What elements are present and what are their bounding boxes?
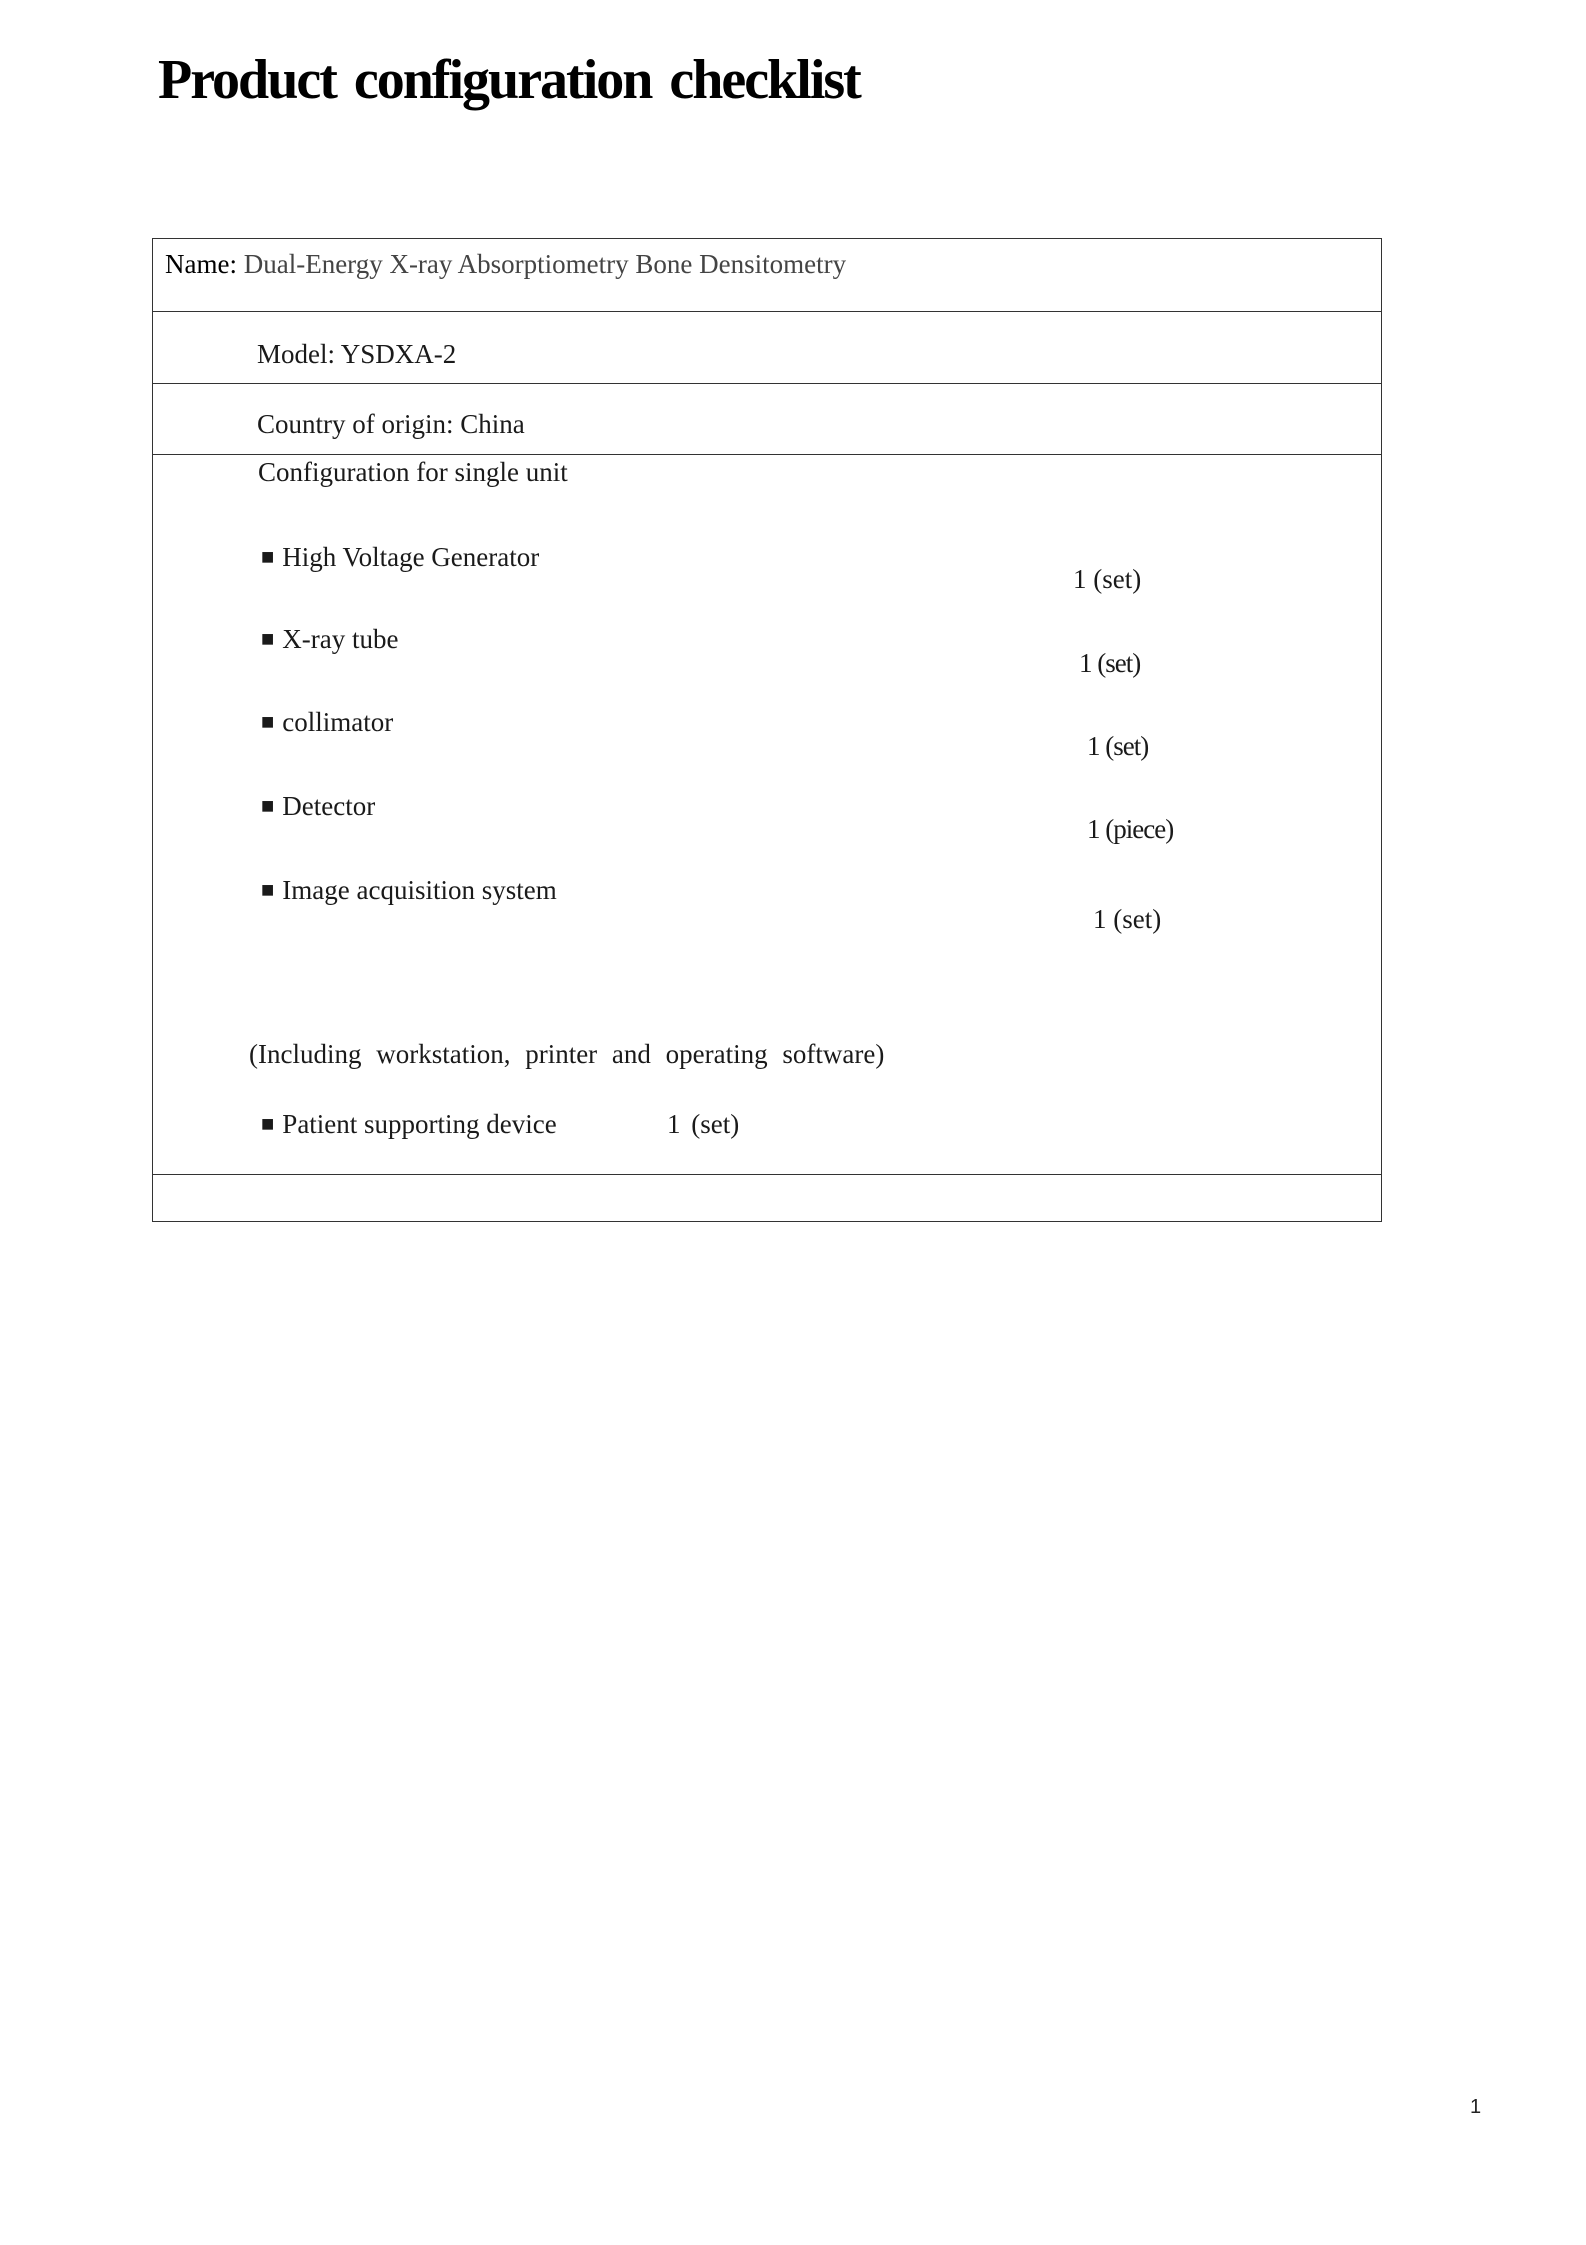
config-item	[261, 542, 539, 573]
row-divider	[153, 454, 1381, 455]
config-item	[261, 707, 393, 738]
bullet-square-icon: ■	[261, 709, 275, 734]
bullet-square-icon: ■	[261, 626, 275, 651]
config-item	[261, 875, 557, 906]
name-value: Dual-Energy X-ray Absorptiometry Bone Densitometry	[243, 249, 847, 279]
bullet-square-icon: ■	[261, 793, 275, 818]
config-note: (Including workstation, printer and operating software)	[249, 1039, 885, 1069]
config-heading: Configuration for single unit	[258, 457, 568, 487]
bullet-square-icon: ■	[261, 1111, 275, 1136]
empty-row	[153, 1175, 1381, 1221]
config-item-qty: 1 (set)	[1073, 564, 1142, 594]
page-title: Product configuration checklist	[158, 49, 860, 111]
config-item	[261, 624, 399, 655]
config-item-qty: 1 (set)	[1079, 648, 1141, 678]
config-item-qty: 1 (set)	[1087, 731, 1149, 761]
config-item-label: Detector	[282, 791, 376, 821]
row-divider	[153, 311, 1381, 312]
config-item-label: Image acquisition system	[282, 875, 557, 905]
page-number: 1	[1470, 2096, 1482, 2118]
config-item-qty: 1 (set)	[667, 1109, 740, 1139]
row-divider	[153, 383, 1381, 384]
config-item-label: X-ray tube	[282, 624, 399, 654]
bullet-square-icon: ■	[261, 544, 275, 569]
config-item-label: Patient supporting device	[282, 1109, 557, 1139]
model-text: Model: YSDXA-2	[257, 339, 457, 369]
config-item-qty: 1 (piece)	[1087, 814, 1174, 844]
configuration-table	[152, 238, 1382, 1222]
config-item-qty: 1 (set)	[1093, 904, 1162, 934]
config-item	[261, 791, 375, 822]
config-item-label: High Voltage Generator	[282, 542, 540, 572]
name-label: Name:	[165, 249, 237, 279]
config-item-label: collimator	[282, 707, 394, 737]
country-text: Country of origin: China	[257, 409, 525, 439]
config-item	[261, 1109, 557, 1140]
name-row	[165, 249, 846, 280]
bullet-square-icon: ■	[261, 877, 275, 902]
